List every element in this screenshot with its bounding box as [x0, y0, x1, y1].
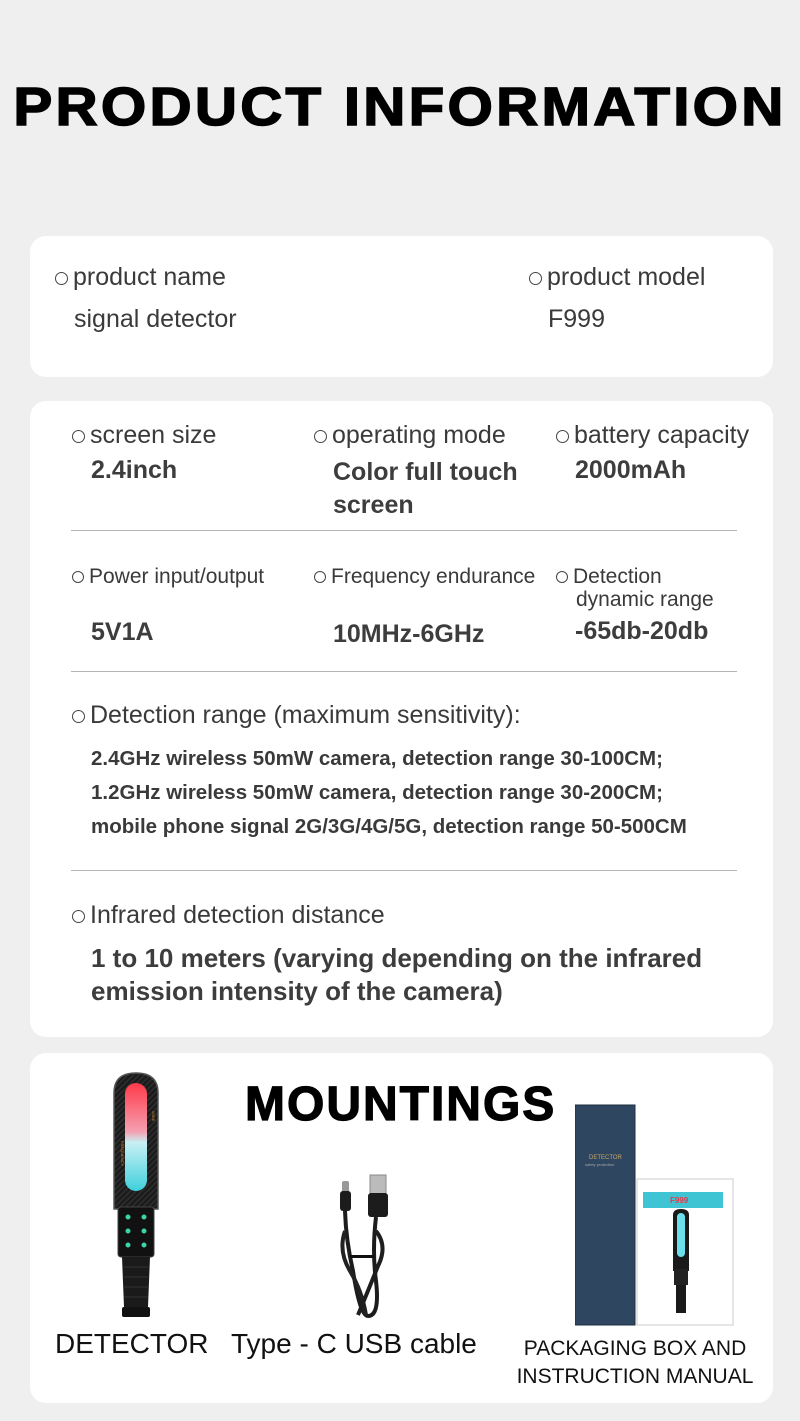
svg-text:F999: F999 — [670, 1196, 689, 1205]
spec-value-line: emission intensity of the camera) — [91, 976, 503, 1006]
specs-card — [30, 401, 773, 1037]
spec-label: product model — [547, 263, 706, 291]
spec-product-model — [529, 263, 705, 334]
spec-value: 5V1A — [91, 618, 154, 646]
circle-bullet-icon — [55, 272, 68, 285]
spec-label-line2: dynamic range — [576, 588, 714, 611]
circle-bullet-icon — [72, 430, 85, 443]
caption-usb-cable: Type - C USB cable — [231, 1328, 477, 1359]
detection-range-line: 1.2GHz wireless 50mW camera, detection range 30-200CM; — [91, 781, 663, 804]
spec-product-name — [55, 263, 237, 334]
spec-label: Infrared detection distance — [90, 901, 385, 929]
detection-range-line: mobile phone signal 2G/3G/4G/5G, detection range 50-500CM — [91, 815, 687, 838]
svg-text:safety protection: safety protection — [585, 1162, 615, 1167]
spec-value: 10MHz-6GHz — [333, 620, 485, 648]
spec-label: Frequency endurance — [331, 565, 536, 588]
spec-value-line: Color full touch — [333, 458, 518, 486]
spec-label: Detection range (maximum sensitivity): — [90, 701, 521, 729]
spec-label: Detection — [573, 565, 662, 588]
divider — [71, 671, 737, 672]
spec-frequency — [314, 565, 535, 649]
spec-power — [72, 565, 264, 647]
spec-label: operating mode — [332, 421, 506, 449]
spec-value-line: screen — [333, 491, 414, 519]
svg-text:FREQUENCY: FREQUENCY — [120, 1141, 125, 1167]
spec-value: F999 — [548, 305, 605, 333]
spec-value: -65db-20db — [575, 617, 709, 645]
circle-bullet-icon — [72, 910, 85, 923]
detection-range-list — [91, 742, 687, 844]
circle-bullet-icon — [314, 430, 327, 443]
svg-text:WIDE: WIDE — [151, 1111, 156, 1122]
spec-dynamic-range — [556, 565, 714, 646]
spec-battery-capacity — [556, 421, 749, 485]
caption-line: PACKAGING BOX AND — [523, 1337, 747, 1360]
spec-value: signal detector — [74, 305, 237, 333]
basic-info-card — [30, 236, 773, 377]
spec-value: 2000mAh — [575, 456, 687, 484]
divider — [71, 530, 737, 531]
spec-value: 2.4inch — [91, 456, 178, 484]
spec-infrared — [72, 901, 702, 1008]
spec-label: screen size — [90, 421, 217, 449]
detector-wand-image — [108, 1071, 164, 1319]
circle-bullet-icon — [72, 710, 85, 723]
spec-label: Power input/output — [89, 565, 265, 588]
usb-c-cable-image — [328, 1171, 398, 1321]
mountings-title: MOUNTINGS — [245, 1078, 557, 1131]
circle-bullet-icon — [556, 571, 568, 583]
page-title: PRODUCT INFORMATION — [13, 77, 787, 137]
circle-bullet-icon — [72, 571, 84, 583]
detection-range-line: 2.4GHz wireless 50mW camera, detection range 30-100CM; — [91, 747, 663, 770]
circle-bullet-icon — [556, 430, 569, 443]
packaging-box-and-manual-image — [575, 1103, 735, 1327]
circle-bullet-icon — [529, 272, 542, 285]
caption-detector: DETECTOR — [55, 1328, 209, 1359]
spec-label: battery capacity — [574, 421, 750, 449]
caption-packaging — [510, 1335, 760, 1391]
spec-screen-size — [72, 421, 216, 485]
spec-value-line: 1 to 10 meters (varying depending on the infrared — [91, 943, 703, 973]
spec-label: product name — [73, 263, 226, 291]
divider — [71, 870, 737, 871]
svg-text:DETECTOR: DETECTOR — [589, 1155, 622, 1161]
spec-detection-range — [72, 701, 521, 730]
mountings-card — [30, 1053, 773, 1403]
spec-operating-mode — [314, 421, 518, 522]
circle-bullet-icon — [314, 571, 326, 583]
caption-line: INSTRUCTION MANUAL — [516, 1365, 754, 1388]
